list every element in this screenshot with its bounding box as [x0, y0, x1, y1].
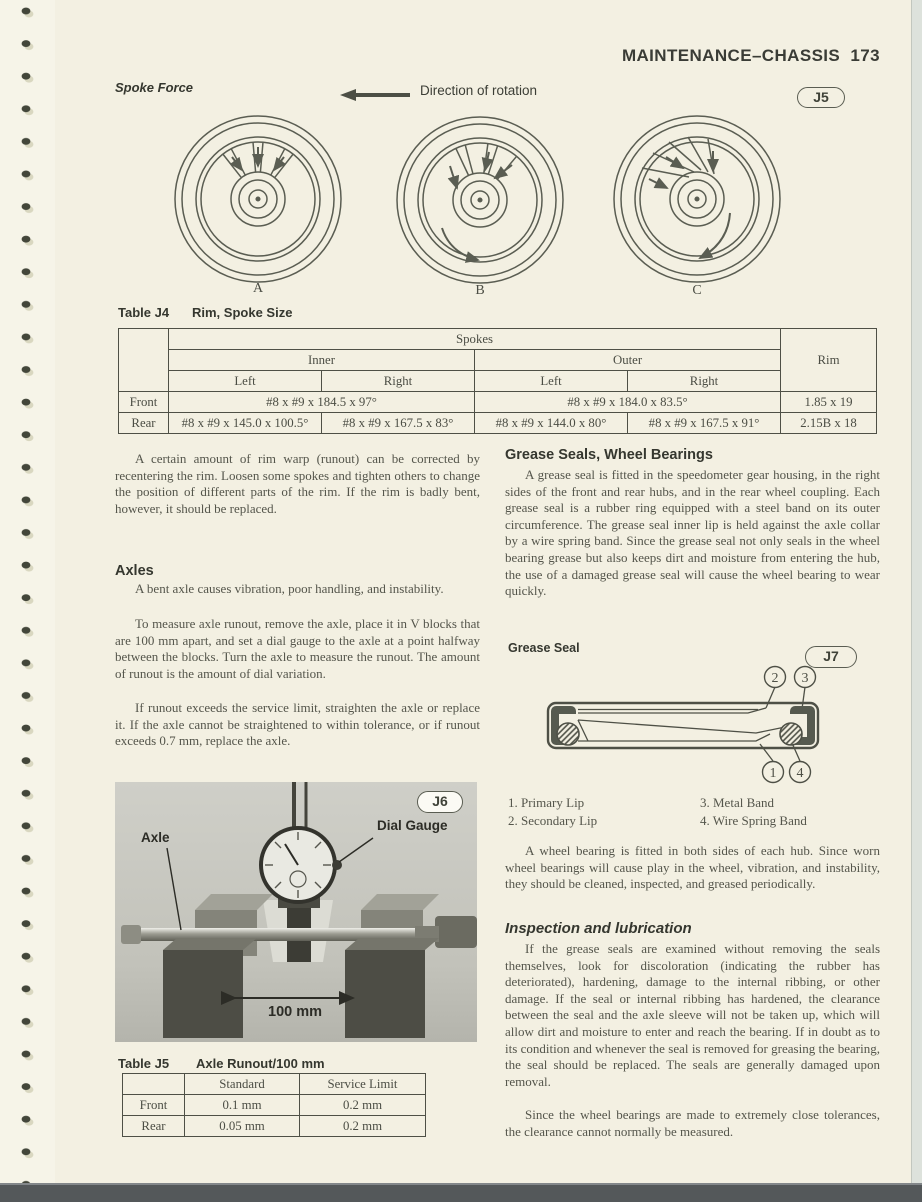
table-j4-front-outer: #8 x #9 x 184.0 x 83.5°	[475, 392, 781, 413]
table-j4-col-outer-left: Left	[475, 371, 628, 392]
table-j4-col-inner-right: Right	[322, 371, 475, 392]
table-j5-front-label: Front	[123, 1095, 185, 1116]
wheel-diagram-c	[609, 111, 785, 287]
legend-primary-lip: 1. Primary Lip	[508, 795, 585, 810]
table-row	[123, 1095, 426, 1116]
distance-label: 100 mm	[268, 1004, 323, 1020]
spoke-force-label: Spoke Force	[115, 80, 194, 95]
table-j5-rear-standard: 0.05 mm	[185, 1116, 300, 1137]
rim-warp-paragraph: A certain amount of rim warp (runout) can be corrected by recentering the rim. Loosen some spokes and tighten others to change the position of different parts of the rim. If the rim is badly bent, however, it should be replaced.	[115, 451, 480, 516]
table-j4-col-spokes: Spokes	[169, 329, 781, 350]
table-j5-title: Axle Runout/100 mm	[196, 1056, 325, 1071]
table-row	[123, 1116, 426, 1137]
table-j5-col-standard: Standard	[185, 1074, 300, 1095]
axle-runout-table	[122, 1073, 426, 1137]
axles-paragraph-2: To measure axle runout, remove the axle, place it in V blocks that are 100 mm apart, and set a dial gauge to the axle at a point halfway between the blocks. Turn the axle to measure the runout. The amount of runout is the amount of dial variation.	[115, 616, 480, 681]
binder-holes	[0, 0, 55, 1183]
legend-metal-band: 3. Metal Band	[700, 795, 775, 810]
grease-seal-figure-label: Grease Seal	[508, 641, 580, 655]
table-j4-col-inner: Inner	[169, 350, 475, 371]
wheel-a-label: A	[252, 281, 264, 296]
table-j4-rear-outer-left: #8 x #9 x 144.0 x 80°	[475, 413, 628, 434]
axles-paragraph-1: A bent axle causes vibration, poor handling, and instability.	[135, 581, 444, 596]
axles-paragraph-3: If runout exceeds the service limit, straighten the axle or replace it. If the axle cannot be straightened to within tolerance, or if runout exceeds 0.7 mm, replace the axle.	[115, 700, 480, 749]
table-row	[119, 392, 877, 413]
table-j4-rear-inner-left: #8 x #9 x 145.0 x 100.5°	[169, 413, 322, 434]
table-j4-rear-inner-right: #8 x #9 x 167.5 x 83°	[322, 413, 475, 434]
table-j4-rear-label: Rear	[119, 413, 169, 434]
table-j5-front-standard: 0.1 mm	[185, 1095, 300, 1116]
inspection-lubrication-heading: Inspection and lubrication	[505, 920, 692, 937]
table-row	[119, 413, 877, 434]
legend-wire-spring-band: 4. Wire Spring Band	[700, 813, 807, 828]
table-j4-col-outer-right: Right	[628, 371, 781, 392]
figure-j5-badge: J5	[797, 87, 845, 108]
figure-j6-badge: J6	[417, 791, 463, 813]
page-number: 173	[850, 46, 880, 65]
callout-1: 1	[769, 766, 777, 781]
dial-gauge-label: Dial Gauge	[377, 818, 448, 833]
wheel-b-label: B	[475, 283, 485, 298]
table-j5-corner-cell	[123, 1074, 185, 1095]
table-j5-front-service-limit: 0.2 mm	[300, 1095, 426, 1116]
header-title: MAINTENANCE–CHASSIS	[621, 46, 841, 65]
table-j4-rear-outer-right: #8 x #9 x 167.5 x 91°	[628, 413, 781, 434]
legend-secondary-lip: 2. Secondary Lip	[508, 813, 598, 828]
rotation-arrow-icon	[340, 88, 412, 102]
table-j4-col-inner-left: Left	[169, 371, 322, 392]
callout-3: 3	[801, 671, 809, 686]
table-j4-corner-cell	[119, 329, 169, 392]
inspection-paragraph-2: Since the wheel bearings are made to extremely close tolerances, the clearance cannot normally be measured.	[505, 1107, 880, 1139]
callout-2: 2	[771, 671, 779, 686]
wheel-c-label: C	[692, 283, 702, 298]
table-j5-rear-service-limit: 0.2 mm	[300, 1116, 426, 1137]
wheel-diagram-b	[392, 112, 568, 288]
callout-4: 4	[796, 766, 804, 781]
table-j4-title: Rim, Spoke Size	[192, 305, 293, 320]
table-j4-rear-rim: 2.15B x 18	[781, 413, 877, 434]
table-j5-rear-label: Rear	[123, 1116, 185, 1137]
page-header	[622, 46, 880, 66]
page-right-edge	[911, 0, 922, 1183]
wheel-diagram-a	[170, 111, 346, 287]
grease-seals-paragraph: A grease seal is fitted in the speedometer gear housing, in the right sides of the front and rear hubs, and in the rear wheel coupling. Each grease seal is a rubber ring equipped with a steel band on its outer circumference. The grease seal inner lip is held against the axle collar by a wire spring band. Since the grease seal not only seals in the wheel bearing grease but also keeps dirt and moisture from entering the hub, the use of a damaged grease seal will cause the wheel bearing to wear quickly.	[505, 467, 880, 599]
grease-seals-heading: Grease Seals, Wheel Bearings	[505, 447, 713, 463]
table-j4-front-label: Front	[119, 392, 169, 413]
table-j5-col-service-limit: Service Limit	[300, 1074, 426, 1095]
scan-bottom-bar	[0, 1183, 922, 1202]
table-j4-front-inner: #8 x #9 x 184.5 x 97°	[169, 392, 475, 413]
figure-j7-badge: J7	[805, 646, 857, 668]
table-j4-col-rim: Rim	[781, 329, 877, 392]
table-j4-front-rim: 1.85 x 19	[781, 392, 877, 413]
table-j4-label: Table J4	[118, 305, 170, 320]
table-j5-label: Table J5	[118, 1056, 170, 1071]
table-j4-col-outer: Outer	[475, 350, 781, 371]
axle-label: Axle	[141, 830, 170, 845]
inspection-paragraph-1: If the grease seals are examined without removing the seals themselves, look for discoloration (indicating the rubber has deteriorated), hardening, damage to the internal ribbing, or other damage. If the seal or internal ribbing has hardened, the clearance between the seal and the axle sleeve will not be taken up, which will allow dirt and moisture to enter and reach the bearing. If in doubt as to its condition and whenever the seal is removed for greasing the bearing, the seal should be replaced. The seals are generally damaged upon removal.	[505, 941, 880, 1089]
axles-heading: Axles	[115, 563, 154, 579]
wheel-bearing-paragraph: A wheel bearing is fitted in both sides of each hub. Since worn wheel bearings will cause play in the wheel, vibration, and instability, they should be cleaned, inspected, and greased periodically.	[505, 843, 880, 892]
grease-seal-diagram	[508, 664, 878, 792]
rotation-label: Direction of rotation	[420, 83, 538, 98]
rim-spoke-size-table	[118, 328, 877, 434]
